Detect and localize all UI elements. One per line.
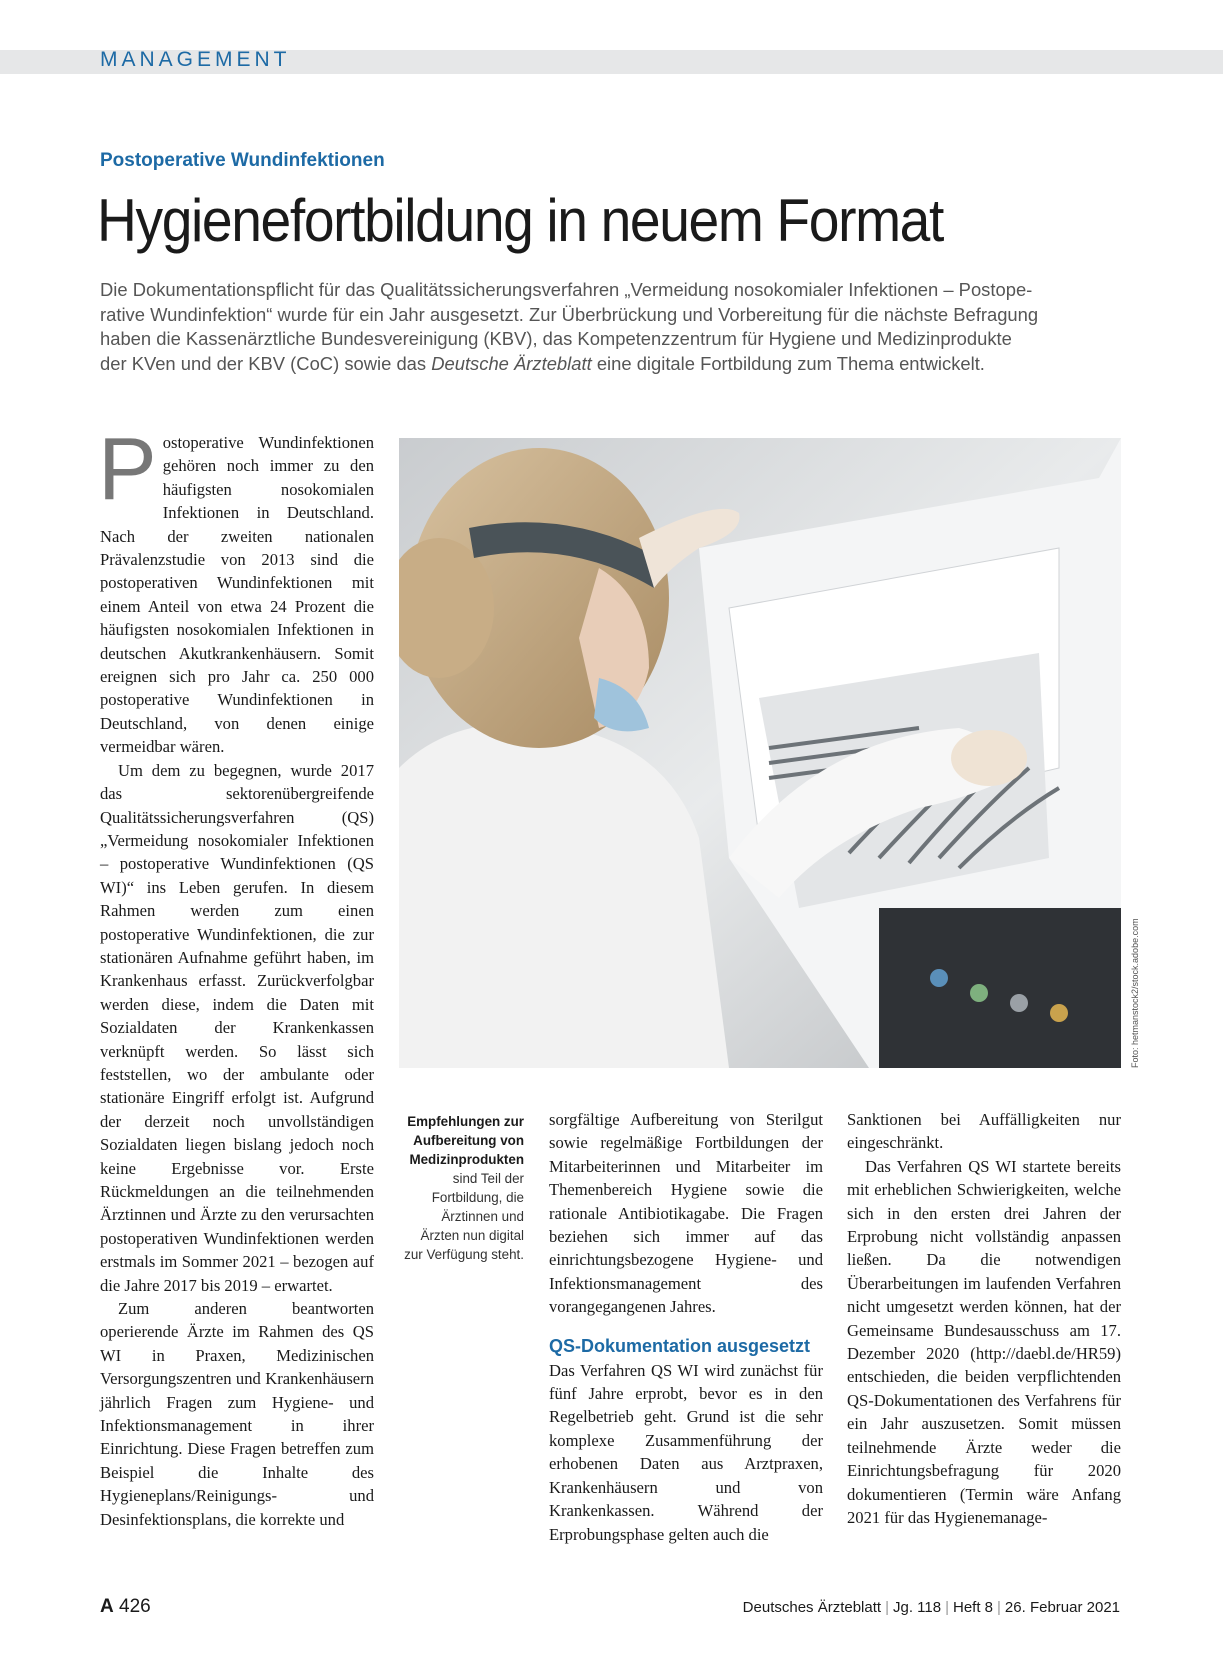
photo-credit: Foto: hetmanstock2/stock.adobe.com — [1130, 918, 1140, 1068]
journal-volume: Jg. 118 — [892, 1599, 942, 1616]
body-paragraph: Das Verfahren QS WI startete bereits mit erheblichen Schwierigkeiten, welche sich in den ersten drei Jahren der Erprobung nicht vollständig anpassen ließen. Da die notwendigen Überarbeitungen im laufenden Verfahren nicht umgesetzt werden können, hat der Gemeinsame Bundesausschuss am 17. Dezember 2020 (http://daebl.de/HR59) entschieden, die beiden verpflichtenden QS-Dokumentationen des Verfahrens für ein Jahr auszusetzen. Somit müssen teilnehmende Ärzte weder die Einrichtungsbefragung für 2020 dokumentieren (Termin wäre Anfang 2021 für das Hygienemanage- — [847, 1156, 1121, 1527]
article-lead — [100, 278, 1120, 376]
caption-text: sind Teil der Fortbildung, die Ärztinnen und Ärzten nun digital zur Verfügung steht. — [404, 1171, 524, 1262]
lead-journal-name: Deutsche Ärzteblatt — [431, 352, 592, 374]
page-number-value: 426 — [119, 1596, 151, 1617]
drop-cap: P — [98, 419, 157, 518]
body-column-3 — [847, 1108, 1121, 1529]
lead-line — [100, 352, 1120, 377]
article-photo — [399, 438, 1121, 1068]
journal-date: 26. Februar 2021 — [1004, 1599, 1120, 1616]
page-number — [100, 1596, 151, 1618]
body-paragraph: Um dem zu begegnen, wurde 2017 das sektorenübergreifende Qualitätssicherungsverfahren (QS) „Vermeidung nosokomialer Infektionen – postoperative Wundinfektionen (QS WI)“ ins Leben gerufen. In diesem Rahmen werden zum einen postoperative Wundinfektionen, die zur stationären Aufnahme geführt haben, im Krankenhaus erfasst. Zurückverfolgbar werden diese, indem die Daten mit Sozialdaten der Krankenkassen verknüpft werden. So lässt sich feststellen, wo der ambulante oder stationäre Eingriff erfolgt ist. Aufgrund der derzeit noch unvollständigen Sozialdaten liegen bislang jedoch noch keine Ergebnisse vor. Erste Rückmeldungen an die teilnehmenden Ärztinnen und Ärzte zu den verursachten postoperativen Wundinfektionen werden erstmals im Sommer 2021 – bezogen auf die Jahre 2017 bis 2019 – erwartet. — [100, 760, 374, 1295]
photo-caption — [400, 1112, 524, 1264]
lead-line: haben die Kassenärztliche Bundesvereinigung (KBV), das Kompetenzzentrum für Hygiene und Medizinprodukte — [100, 328, 1012, 349]
article-headline: Hygienefortbildung in neuem Format — [97, 187, 943, 254]
journal-footer: Deutsches Ärzteblatt | Jg. 118 | Heft 8 | 26. Februar 2021 — [742, 1599, 1120, 1616]
journal-name: Deutsches Ärzteblatt — [742, 1599, 882, 1616]
body-paragraph: Das Verfahren QS WI wird zunächst für fünf Jahre erprobt, bevor es in den Regelbetrieb geht. Grund ist die sehr komplexe Zusammenführung der erhobenen Daten aus Arztpraxen, Krankenhäusern und von Krankenkassen. Während der Erprobungsphase gelten auch die — [549, 1360, 823, 1544]
body-paragraph: Zum anderen beantworten operierende Ärzte im Rahmen des QS WI in Praxen, Medizinischen Versorgungszentren und Krankenhäusern jährlich Fragen zum Hygiene- und Infektionsmanagement in ihrer Einrichtung. Diese Fragen betreffen zum Beispiel die Inhalte des Hygieneplans/Reinigungs- und Desinfektionsplans, die korrekte und — [100, 1299, 374, 1529]
body-column-2 — [549, 1108, 823, 1546]
lead-line: rative Wundinfektion“ wurde für ein Jahr ausgesetzt. Zur Überbrückung und Vorbereitung für die nächste Befragung — [100, 303, 1039, 325]
section-subhead: QS-Dokumentation ausgesetzt — [549, 1335, 811, 1356]
lead-line: Die Dokumentationspflicht für das Qualitätssicherungsverfahren „Vermeidung nosokomialer Infektionen – Postope- — [100, 279, 1033, 300]
lead-text: eine digitale Fortbildung zum Thema entwickelt. — [591, 352, 985, 374]
caption-bold: Empfehlungen zur Aufbereitung von Medizinprodukten — [407, 1114, 524, 1167]
body-column-1 — [98, 419, 374, 1531]
article-kicker: Postoperative Wundinfektionen — [100, 150, 385, 171]
body-paragraph: sorgfältige Aufbereitung von Sterilgut sowie regelmäßige Fortbildungen der Mitarbeiterinnen und Mitarbeiter im Themenbereich Hygiene sowie die rationale Antibiotikagabe. Die Fragen beziehen sich immer auf das einrichtungsbezogene Hygiene- und Infektionsmanagement des vorangegangenen Jahres. — [549, 1110, 823, 1317]
page-prefix: A — [100, 1596, 114, 1617]
paragraph-text: ostoperative Wundinfektionen gehören noch immer zu den häufigsten nosokomialen Infektionen in Deutschland. Nach der zweiten nationalen Prävalenzstudie von 2013 sind die postoperativen Wundinfektionen mit einem Anteil von etwa 24 Prozent die häufigsten nosokomialen Infektionen in deutschen Akutkrankenhäusern. Somit ereignen sich pro Jahr ca. 250 000 postoperative Wundinfektionen in Deutschland, von denen einige vermeidbar wären. — [100, 433, 374, 757]
section-label: MANAGEMENT — [100, 48, 291, 71]
body-paragraph — [98, 419, 374, 759]
body-paragraph: Sanktionen bei Auffälligkeiten nur eingeschränkt. — [847, 1110, 1121, 1153]
lead-text: der KVen und der KBV (CoC) sowie das — [100, 352, 432, 374]
photo-illustration — [399, 438, 1121, 1068]
journal-issue: Heft 8 — [952, 1599, 994, 1616]
